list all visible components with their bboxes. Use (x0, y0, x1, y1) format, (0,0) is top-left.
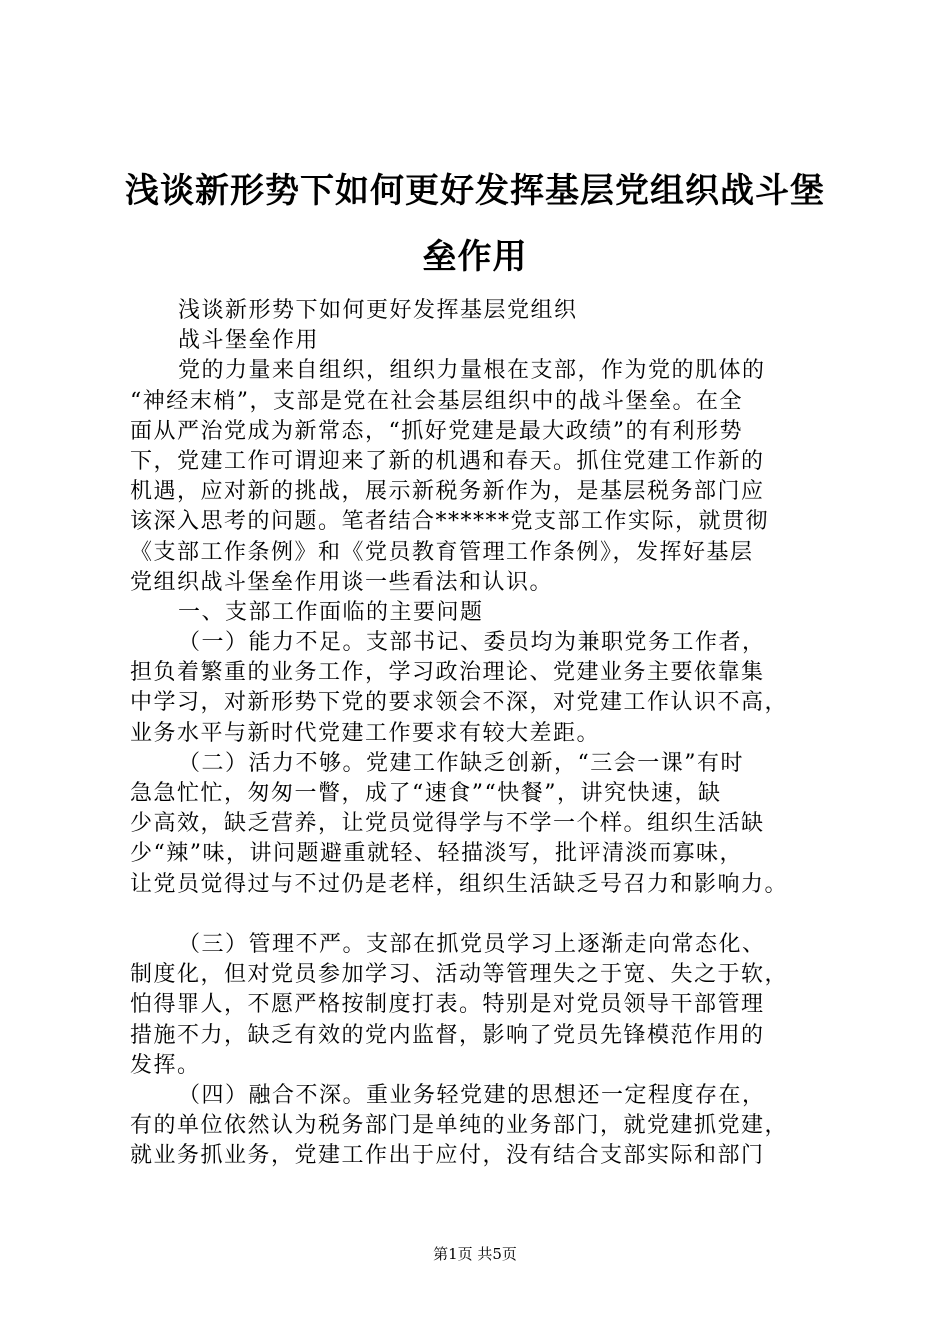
paragraph-line: 就业务抓业务，党建工作出于应付，没有结合支部实际和部门 (130, 1143, 765, 1169)
paragraph-line: 担负着繁重的业务工作，学习政治理论、党建业务主要依靠集 (130, 660, 765, 686)
subtitle-line: 战斗堡垒作用 (178, 328, 320, 354)
paragraph-line: （一）能力不足。支部书记、委员均为兼职党务工作者， (178, 630, 766, 656)
paragraph-line: 发挥。 (130, 1052, 201, 1078)
paragraph-line: 业务水平与新时代党建工作要求有较大差距。 (130, 720, 601, 746)
paragraph (130, 628, 850, 749)
paragraph-line: （三）管理不严。支部在抓党员学习上逐渐走向常态化、 (178, 931, 766, 957)
heading-line: 一、支部工作面临的主要问题 (178, 599, 484, 625)
blank-line (130, 900, 850, 930)
paragraph-line: 少“辣”味，讲问题避重就轻、轻描淡写，批评清淡而寡味， (130, 841, 743, 867)
paragraph-line: 制度化，但对党员参加学习、活动等管理失之于宽、失之于软， (130, 962, 789, 988)
paragraph-line: “神经末梢”，支部是党在社会基层组织中的战斗堡垒。在全 (130, 388, 743, 414)
paragraph (130, 356, 850, 598)
page-footer: 第1页 共5页 (433, 1245, 517, 1263)
paragraph-line: 机遇，应对新的挑战，展示新税务新作为，是基层税务部门应 (130, 479, 765, 505)
paragraph-line: 中学习，对新形势下党的要求领会不深，对党建工作认识不高， (130, 690, 789, 716)
paragraph-line: （四）融合不深。重业务轻党建的思想还一定程度存在， (178, 1082, 766, 1108)
paragraph-line: （二）活力不够。党建工作缺乏创新，“三会一课”有时 (178, 750, 744, 776)
document-title: 浅谈新形势下如何更好发挥基层党组织战斗堡垒作用 (125, 171, 825, 277)
document-body (130, 296, 850, 1171)
paragraph-line: 怕得罪人，不愿严格按制度打表。特别是对党员领导干部管理 (130, 992, 765, 1018)
paragraph-line: 急急忙忙，匆匆一瞥，成了“速食”“快餐”，讲究快速，缺 (130, 781, 722, 806)
paragraph-line: 有的单位依然认为税务部门是单纯的业务部门，就党建抓党建， (130, 1113, 789, 1139)
section-heading (130, 598, 850, 628)
paragraph-line: 少高效，缺乏营养，让党员觉得学与不学一个样。组织生活缺 (130, 811, 765, 837)
paragraph-line: 党的力量来自组织，组织力量根在支部，作为党的肌体的 (178, 358, 766, 384)
paragraph (130, 1081, 850, 1172)
paragraph-line: 《支部工作条例》和《党员教育管理工作条例》，发挥好基层 (130, 539, 754, 565)
paragraph (130, 749, 850, 900)
paragraph-line: 让党员觉得过与不过仍是老样，组织生活缺乏号召力和影响力。 (130, 871, 789, 897)
paragraph-line: 下，党建工作可谓迎来了新的机遇和春天。抓住党建工作新的 (130, 448, 765, 474)
paragraph-line: 面从严治党成为新常态，“抓好党建是最大政绩”的有利形势 (130, 418, 743, 444)
paragraph-line: 措施不力，缺乏有效的党内监督，影响了党员先锋模范作用的 (130, 1022, 765, 1048)
paragraph (130, 930, 850, 1081)
paragraph-line: 党组织战斗堡垒作用谈一些看法和认识。 (130, 569, 554, 595)
subtitle-line: 浅谈新形势下如何更好发挥基层党组织 (178, 298, 578, 323)
paragraph-line: 该深入思考的问题。笔者结合******党支部工作实际，就贯彻 (130, 509, 770, 535)
